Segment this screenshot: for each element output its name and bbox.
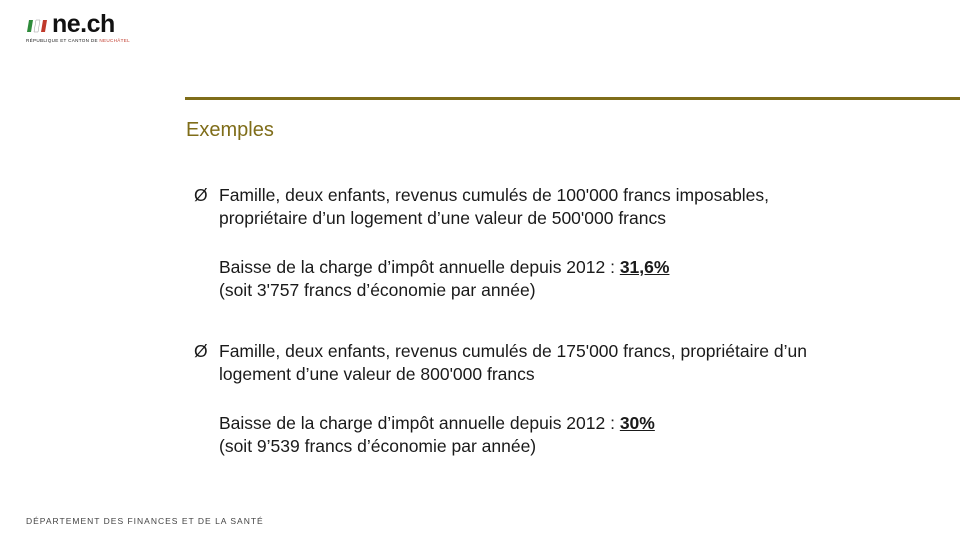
example-1-line-2: propriétaire d’un logement d’une valeur de 500'000 francs [219,208,666,228]
example-2-result-prefix: Baisse de la charge d’impôt annuelle depuis 2012 : [219,413,620,433]
logo-subtitle [26,38,130,44]
example-2-result [219,412,655,458]
example-2-result-line-2: (soit 9’539 francs d’économie par année) [219,436,537,456]
footer-department: DÉPARTEMENT DES FINANCES ET DE LA SANTÉ [26,516,264,526]
section-title: Exemples [186,119,274,141]
example-1-line-1: Famille, deux enfants, revenus cumulés de 100'000 francs imposables, [219,185,770,205]
logo-text: ne.ch [52,10,115,38]
logo-subtitle-highlight: NEUCHÂTEL [99,38,130,43]
example-1-result [219,256,669,302]
header-divider [185,97,960,100]
flag-stripes-icon [26,16,48,36]
logo-subtitle-prefix: RÉPUBLIQUE ET CANTON DE [26,38,100,43]
arrow-bullet-icon: Ø [194,341,208,361]
example-1-result-prefix: Baisse de la charge d’impôt annuelle depuis 2012 : [219,257,620,277]
example-item-1 [194,184,909,230]
ne-ch-logo [26,8,146,44]
example-2-line-2: logement d’une valeur de 800'000 francs [219,364,535,384]
example-1-result-line-2: (soit 3'757 francs d’économie par année) [219,280,536,300]
example-item-2 [194,340,909,386]
arrow-bullet-icon: Ø [194,185,208,205]
example-2-result-value: 30% [619,413,655,433]
example-2-line-1: Famille, deux enfants, revenus cumulés de 175'000 francs, propriétaire d’un [219,341,807,361]
example-1-result-value: 31,6% [619,257,670,277]
